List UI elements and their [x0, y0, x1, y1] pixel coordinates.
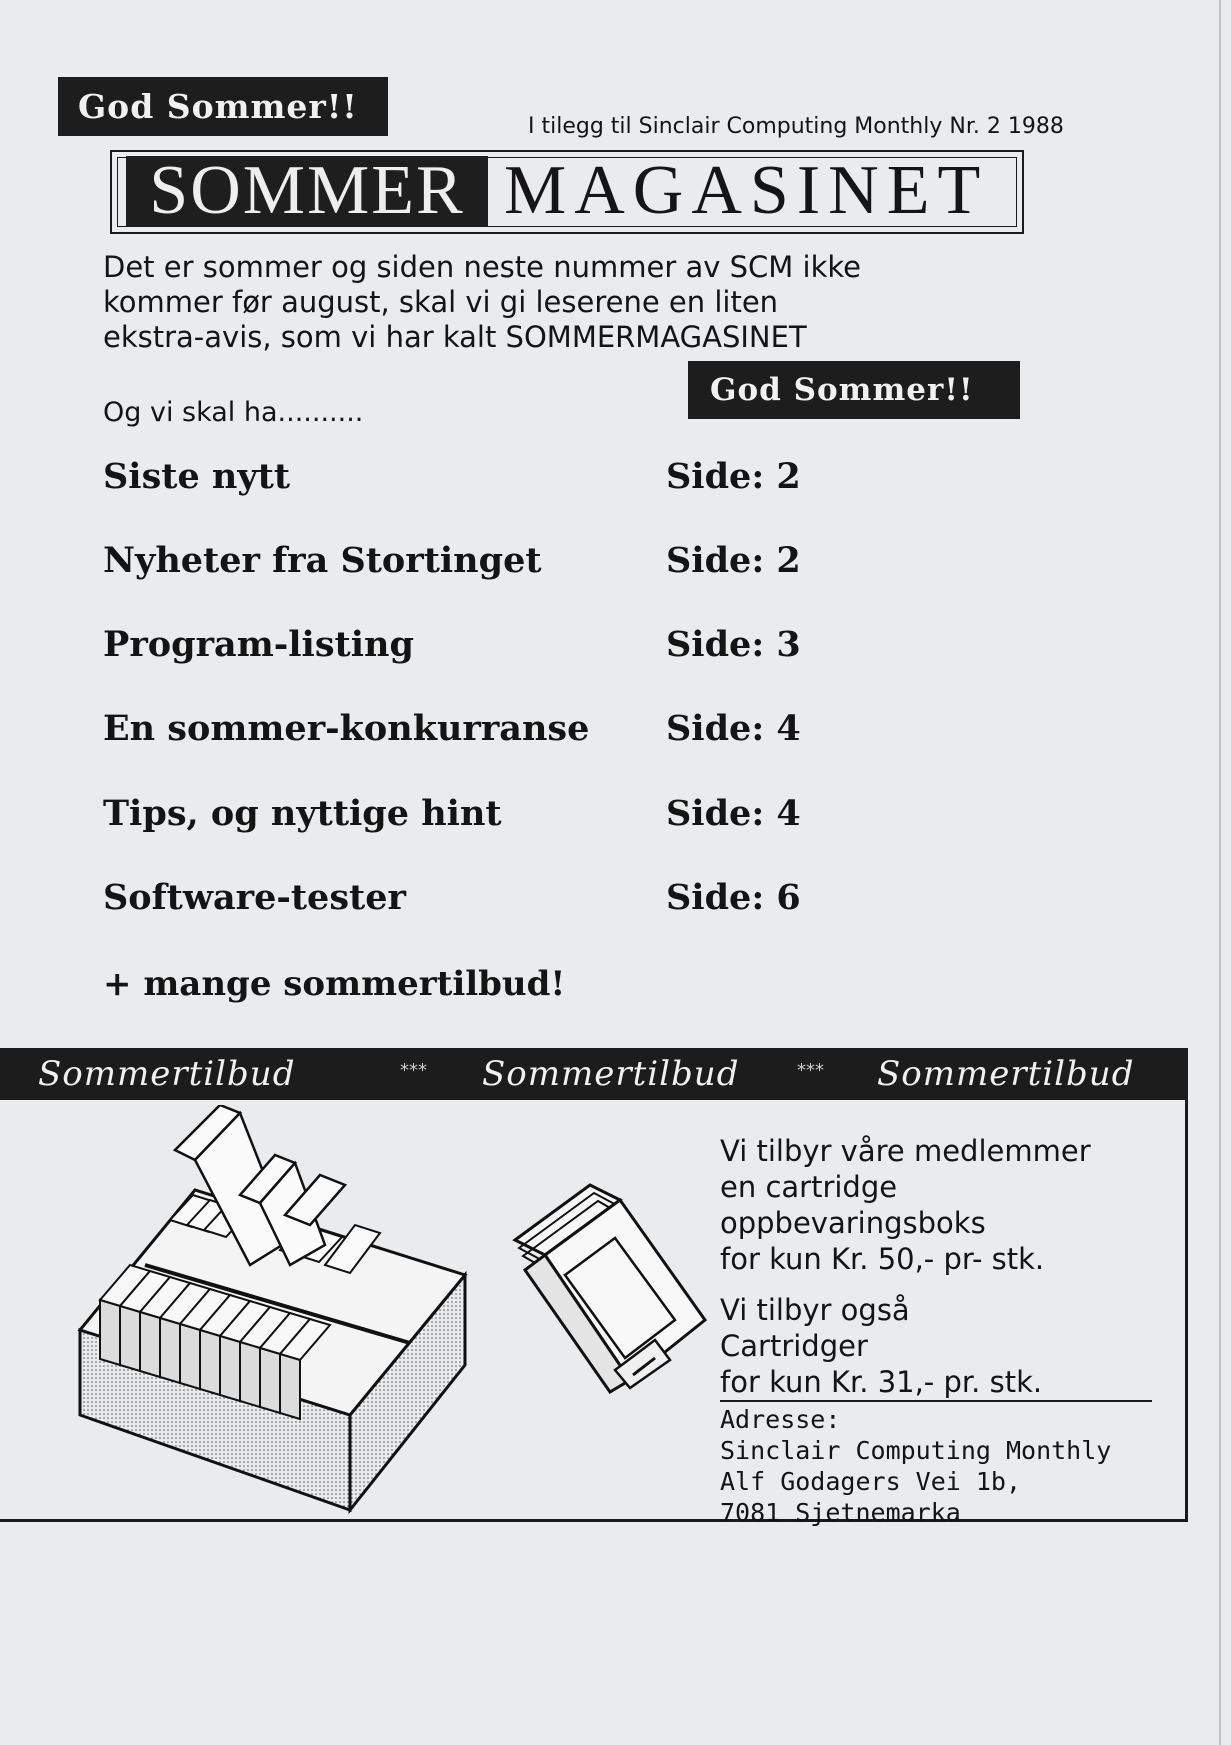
offer-1 — [720, 1133, 1180, 1277]
contents-page: Side: 3 — [666, 624, 801, 665]
address-line: Adresse: — [720, 1405, 841, 1434]
cartridge-illustration — [505, 1180, 710, 1395]
address-line: Sinclair Computing Monthly — [720, 1436, 1112, 1465]
contents-title: Siste nytt — [103, 456, 291, 497]
divider-rule — [720, 1400, 1152, 1402]
offer-2 — [720, 1292, 1042, 1400]
contents-item — [103, 877, 833, 927]
strip-label: Sommertilbud — [482, 1054, 740, 1094]
contents-item — [103, 624, 833, 674]
contents-page: Side: 2 — [666, 456, 801, 497]
strip-separator: *** — [400, 1060, 427, 1081]
greeting-banner-2 — [688, 361, 1020, 419]
intro-line: Det er sommer og siden neste nummer av SCM ikke — [103, 250, 861, 284]
address-line: 7081 Sjetnemarka — [720, 1498, 961, 1527]
offer-strip — [0, 1048, 1188, 1100]
contents-item — [103, 456, 833, 506]
masthead — [110, 150, 1024, 234]
greeting-text: God Sommer!! — [78, 87, 358, 126]
offer-1-line: en cartridge — [720, 1170, 898, 1204]
strip-label: Sommertilbud — [877, 1054, 1135, 1094]
contents-title: Program-listing — [103, 624, 414, 665]
intro-paragraph — [103, 250, 1023, 355]
intro-line: ekstra-avis, som vi har kalt SOMMERMAGASINET — [103, 320, 807, 354]
contents-item — [103, 540, 833, 590]
supplement-line: I tilegg til Sinclair Computing Monthly Nr. 2 1988 — [528, 114, 1064, 139]
greeting-text-2: God Sommer!! — [710, 372, 974, 408]
contents-item — [103, 793, 833, 843]
contents-page: Side: 6 — [666, 877, 801, 918]
strip-separator: *** — [797, 1060, 824, 1081]
offer-1-line: Vi tilbyr våre medlemmer — [720, 1134, 1091, 1168]
contents-page: Side: 2 — [666, 540, 801, 581]
contents-title: Tips, og nyttige hint — [103, 793, 502, 834]
address-line: Alf Godagers Vei 1b, — [720, 1467, 1022, 1496]
contents-item — [103, 708, 833, 758]
contents-page: Side: 4 — [666, 793, 801, 834]
strip-label: Sommertilbud — [38, 1054, 296, 1094]
masthead-sommer: SOMMER — [126, 156, 488, 226]
offer-2-line: for kun Kr. 31,- pr. stk. — [720, 1365, 1043, 1399]
storage-box-illustration — [75, 1105, 475, 1525]
offer-2-line: Vi tilbyr også — [720, 1293, 910, 1327]
offer-2-line: Cartridger — [720, 1329, 868, 1363]
offer-1-line: oppbevaringsboks — [720, 1206, 986, 1240]
page-edge — [1219, 0, 1221, 1745]
contents-page: Side: 4 — [666, 708, 801, 749]
contents-title: Nyheter fra Stortinget — [103, 540, 542, 581]
address-block — [720, 1404, 1111, 1528]
contents-title: Software-tester — [103, 877, 406, 918]
contents-extra: + mange sommertilbud! — [103, 964, 566, 1004]
offer-1-line: for kun Kr. 50,- pr- stk. — [720, 1242, 1045, 1276]
greeting-banner — [58, 77, 388, 136]
intro-line: kommer før august, skal vi gi leserene en liten — [103, 285, 779, 319]
masthead-magasinet: MAGASINET — [504, 152, 989, 229]
contents-title: En sommer-konkurranse — [103, 708, 590, 749]
lead-text: Og vi skal ha.......... — [103, 397, 364, 428]
